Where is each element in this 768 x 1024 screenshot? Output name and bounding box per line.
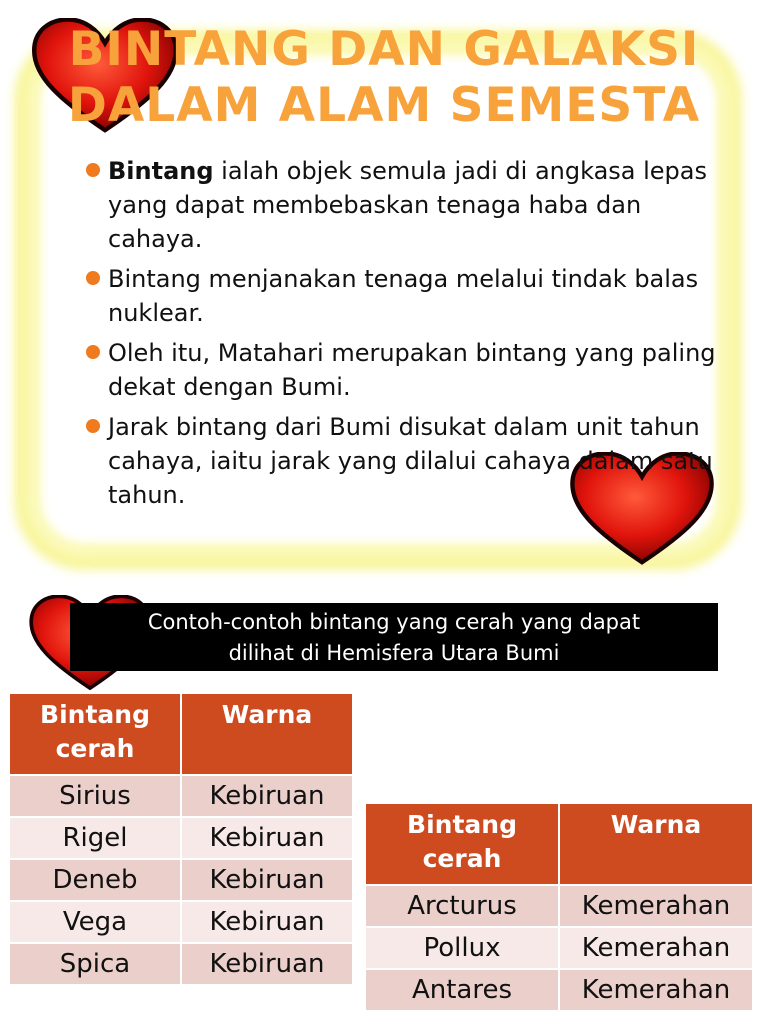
star-color: Kemerahan <box>559 885 753 927</box>
examples-banner <box>70 603 718 671</box>
bullet-text: Oleh itu, Matahari merupakan bintang yang paling dekat dengan Bumi. <box>108 339 716 401</box>
column-header: Bintang cerah <box>365 803 559 885</box>
star-color: Kebiruan <box>181 775 353 817</box>
bullet-dot <box>86 419 100 433</box>
star-color: Kebiruan <box>181 859 353 901</box>
red-stars-table <box>364 802 754 1012</box>
column-header: Warna <box>181 693 353 775</box>
star-color: Kebiruan <box>181 817 353 859</box>
star-name: Deneb <box>9 859 181 901</box>
bullet-text: Jarak bintang dari Bumi disukat dalam unit tahun cahaya, iaitu jarak yang dilalui cahaya dalam satu tahun. <box>108 413 713 509</box>
table-row <box>9 901 353 943</box>
star-name: Sirius <box>9 775 181 817</box>
star-name: Rigel <box>9 817 181 859</box>
bullet-dot <box>86 163 100 177</box>
table-row <box>365 969 753 1011</box>
table-row <box>9 817 353 859</box>
table-row <box>365 927 753 969</box>
star-name: Vega <box>9 901 181 943</box>
column-header: Bintang cerah <box>9 693 181 775</box>
blue-stars-table <box>8 692 354 986</box>
page-title <box>0 22 768 134</box>
title-line-2: DALAM ALAM SEMESTA <box>67 78 701 133</box>
table-row <box>9 859 353 901</box>
banner-line-1: Contoh-contoh bintang yang cerah yang dapat <box>147 610 641 634</box>
table-header-row <box>365 803 753 885</box>
bullet-list <box>84 154 724 518</box>
bullet-text: Bintang menjanakan tenaga melalui tindak balas nuklear. <box>108 265 699 327</box>
star-name: Spica <box>9 943 181 985</box>
star-name: Pollux <box>365 927 559 969</box>
bullet-item <box>84 410 724 512</box>
bullet-bold: Bintang <box>108 157 214 185</box>
bullet-text: ialah objek semula jadi di angkasa lepas yang dapat membebaskan tenaga haba dan cahaya. <box>108 157 707 253</box>
star-name: Arcturus <box>365 885 559 927</box>
bullet-item <box>84 262 724 330</box>
banner-line-2: dilihat di Hemisfera Utara Bumi <box>228 641 560 665</box>
table-header-row <box>9 693 353 775</box>
star-name: Antares <box>365 969 559 1011</box>
star-color: Kebiruan <box>181 901 353 943</box>
table-row <box>365 885 753 927</box>
star-color: Kemerahan <box>559 969 753 1011</box>
bullet-item <box>84 336 724 404</box>
bullet-dot <box>86 345 100 359</box>
table-row <box>9 943 353 985</box>
star-color: Kemerahan <box>559 927 753 969</box>
bullet-dot <box>86 271 100 285</box>
star-color: Kebiruan <box>181 943 353 985</box>
table-row <box>9 775 353 817</box>
title-line-1: BINTANG DAN GALAKSI <box>68 22 700 77</box>
bullet-item <box>84 154 724 256</box>
column-header: Warna <box>559 803 753 885</box>
